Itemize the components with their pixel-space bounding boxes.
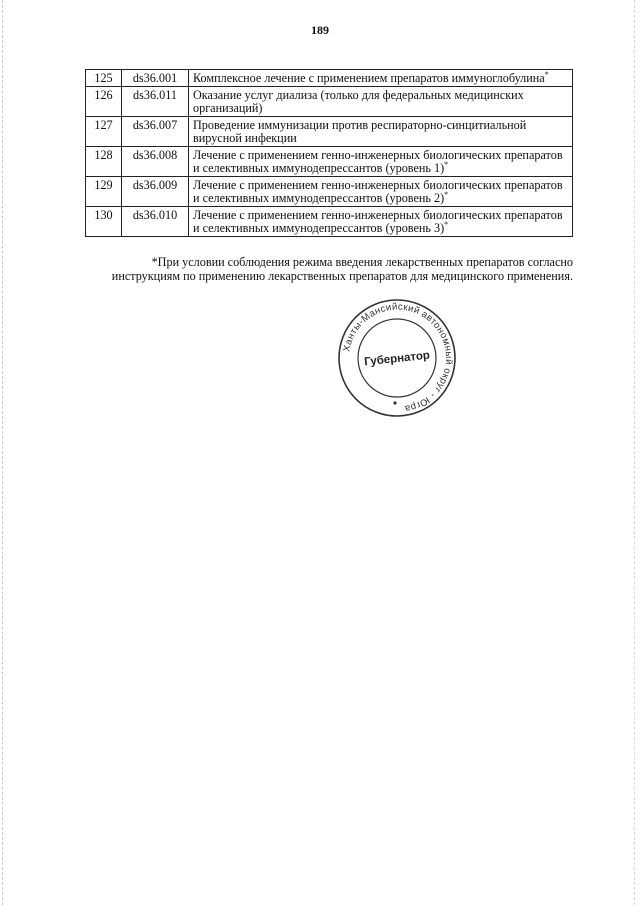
page-number: 189 bbox=[311, 23, 329, 37]
footnote-mark: * bbox=[544, 70, 549, 79]
row-code: ds36.011 bbox=[122, 87, 189, 117]
row-description-text: Проведение иммунизации против респираторно-синцитиальной вирусной инфекции bbox=[193, 118, 527, 145]
row-code: ds36.009 bbox=[122, 177, 189, 207]
row-code: ds36.010 bbox=[122, 207, 189, 237]
row-description bbox=[189, 207, 573, 237]
table-row bbox=[86, 87, 573, 117]
table-row bbox=[86, 177, 573, 207]
table-row bbox=[86, 70, 573, 87]
row-code: ds36.008 bbox=[122, 147, 189, 177]
row-number: 128 bbox=[86, 147, 122, 177]
row-number: 126 bbox=[86, 87, 122, 117]
row-description bbox=[189, 177, 573, 207]
row-description-text: Оказание услуг диализа (только для федеральных медицинских организаций) bbox=[193, 88, 524, 115]
table-row bbox=[86, 207, 573, 237]
row-description-text: Лечение с применением генно-инженерных биологических препаратов и селективных иммунодепрессантов (уровень 2) bbox=[193, 178, 563, 205]
footnote-mark: * bbox=[444, 220, 449, 229]
scan-edge-left bbox=[2, 0, 4, 905]
stamp-dot bbox=[393, 401, 396, 404]
governor-stamp bbox=[335, 298, 460, 418]
row-number: 125 bbox=[86, 70, 122, 87]
row-description-text: Комплексное лечение с применением препаратов иммуноглобулина bbox=[193, 71, 545, 85]
stamp-center-text: Губернатор bbox=[363, 349, 431, 369]
table-row bbox=[86, 147, 573, 177]
footnote-mark: * bbox=[444, 190, 449, 199]
row-code: ds36.007 bbox=[122, 117, 189, 147]
row-description bbox=[189, 70, 573, 87]
row-number: 127 bbox=[86, 117, 122, 147]
tariff-codes-table bbox=[85, 69, 573, 237]
table-row bbox=[86, 117, 573, 147]
scan-edge-right bbox=[634, 0, 636, 905]
row-code: ds36.001 bbox=[122, 70, 189, 87]
row-number: 129 bbox=[86, 177, 122, 207]
row-description bbox=[189, 147, 573, 177]
row-description-text: Лечение с применением генно-инженерных биологических препаратов и селективных иммунодепрессантов (уровень 1) bbox=[193, 148, 563, 175]
row-description bbox=[189, 87, 573, 117]
footnote: *При условии соблюдения режима введения лекарственных препаратов согласно инструкциям по применению лекарственных препаратов для медицинского применения. bbox=[111, 255, 573, 283]
stamp-ring-textpath: Ханты-Мансийский автономный округ - Югра bbox=[341, 301, 455, 415]
row-description bbox=[189, 117, 573, 147]
row-number: 130 bbox=[86, 207, 122, 237]
footnote-mark: * bbox=[444, 160, 449, 169]
row-description-text: Лечение с применением генно-инженерных биологических препаратов и селективных иммунодепрессантов (уровень 3) bbox=[193, 208, 563, 235]
